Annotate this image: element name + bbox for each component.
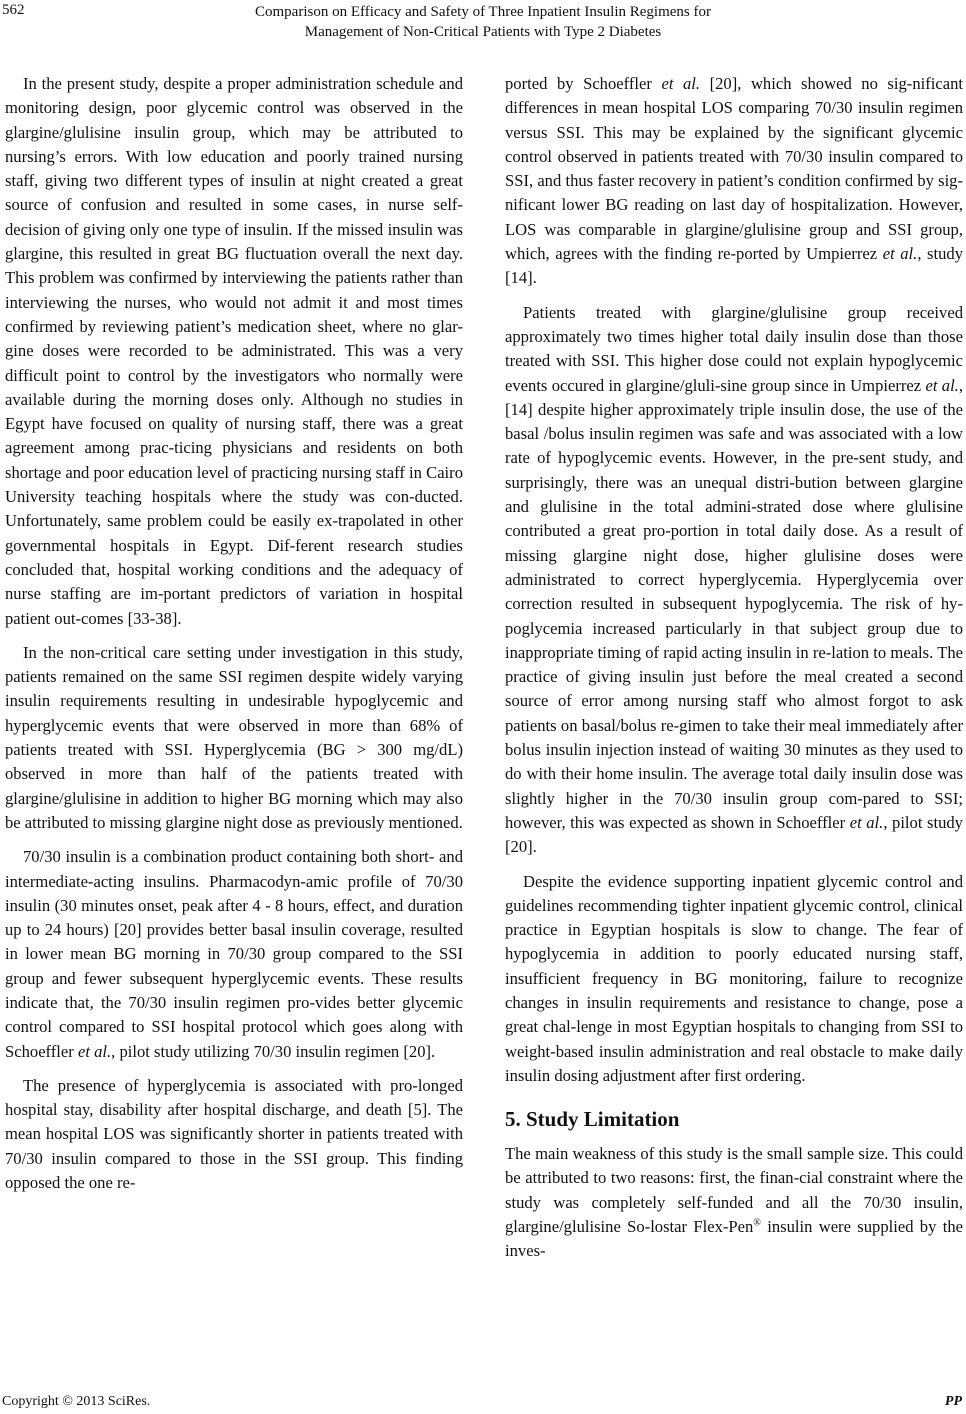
journal-abbreviation: PP bbox=[944, 1394, 962, 1409]
page-header bbox=[0, 2, 966, 44]
page-number: 562 bbox=[2, 2, 25, 18]
paragraph: In the present study, despite a proper administration schedule and monitoring design, poor glycemic control was observed in the glargine/glulisine insulin group, which may be attributed to nursing’s errors. With low education and poorly trained nursing staff, giving two different types of insulin at night created a great source of confusion and resulted in some cases, in nurse self-decision of giving only one type of insulin. If the missed insulin was glargine, this resulted in great BG fluctuation overall the next day. This problem was confirmed by interviewing the patients rather than interviewing the nurses, who would not admit it and most times confirmed by reviewing patient’s medication sheet, where no glar-gine doses were recorded to be administrated. This was a very difficult point to control by the investigators who normally were available during the morning doses only. Although no studies in Egypt have focused on quality of nursing staff, there was a great agreement among prac-ticing physicians and residents on both shortage and poor education level of practicing nursing staff in Cairo University teaching hospitals where the study was con-ducted. Unfortunately, same problem could be easily ex-trapolated in other governmental hospitals in Egypt. Dif-ferent research studies concluded that, hospital working conditions and the adequacy of nurse staffing are im-portant predictors of variation in hospital patient out-comes [33-38]. bbox=[5, 74, 463, 628]
left-column bbox=[5, 72, 463, 1205]
paragraph: Patients treated with glargine/glulisine group received approximately two times higher total daily insulin dose than those treated with SSI. This higher dose could not explain hypoglycemic events occured in glargine/gluli-sine group since in Umpierrez et al., [14] despite higher approximately triple insulin dose, the use of the basal /bolus insulin regimen was safe and was associated with a low rate of hypoglycemic events. However, in the pre-sent study, and surprisingly, there was an unequal distri-bution between glargine and glulisine in the total admini-strated dose where glulisine contributed a great pro-portion in total daily dose. As a result of missing glargine night dose, higher glulisine doses were administrated to correct hyperglycemia. Hyperglycemia over correction resulted in subsequent hypoglycemia. The risk of hy-poglycemia increased particularly in that subject group due to inappropriate timing of rapid acting insulin in re-lation to meals. The practice of giving insulin just before the meal created a second source of error among nursing staff who almost forgot to ask patients on basal/bolus re-gimen to take their meal immediately after bolus insulin injection instead of waiting 30 minutes as they used to do with their home insulin. The average total daily insulin dose was slightly higher in the 70/30 insulin group com-pared to SSI; however, this was expected as shown in Schoeffler et al., pilot study [20]. bbox=[505, 302, 963, 857]
section-heading: 5. Study Limitation bbox=[505, 1107, 680, 1132]
running-title bbox=[0, 2, 966, 42]
running-title-line-1: Comparison on Efficacy and Safety of Three Inpatient Insulin Regimens for bbox=[255, 4, 711, 20]
paragraph: ported by Schoeffler et al. [20], which showed no sig-nificant differences in mean hospital LOS comparing 70/30 insulin regimen versus SSI. This may be explained by the significant glycemic control observed in patients treated with 70/30 insulin compared to SSI, and thus faster recovery in patient’s condition confirmed by sig-nificant lower BG reading on last day of hospitalization. However, LOS was comparable in glargine/glulisine group and SSI group, which, agrees with the finding re-ported by Umpierrez et al., study [14]. bbox=[505, 74, 964, 288]
running-title-line-2: Management of Non-Critical Patients with Type 2 Diabetes bbox=[304, 24, 662, 40]
right-column bbox=[505, 72, 963, 1274]
paragraph: 70/30 insulin is a combination product containing both short- and intermediate-acting insulins. Pharmacodyn-amic profile of 70/30 insulin (30 minutes onset, peak after 4 - 8 hours, effect, and duration up to 24 hours) [20] provides better basal insulin coverage, resulted in lower mean BG morning in 70/30 group compared to the SSI group and fewer subsequent hyperglycemic events. These results indicate that, the 70/30 insulin regimen pro-vides better glycemic control compared to SSI hospital protocol which goes along with Schoeffler et al., pilot study utilizing 70/30 insulin regimen [20]. bbox=[5, 847, 463, 1061]
copyright-notice: Copyright © 2013 SciRes. bbox=[2, 1394, 151, 1409]
paragraph: Despite the evidence supporting inpatient glycemic control and guidelines recommending tighter inpatient glycemic control, clinical practice in Egyptian hospitals is slow to change. The fear of hypoglycemia in addition to poorly educated nursing staff, insufficient frequency in BG monitoring, failure to recognize changes in insulin requirements and resistance to change, pose a great chal-lenge in most Egyptian hospitals to changing from SSI to weight-based insulin administration and real obstacle to make daily insulin dosing adjustment after first ordering. bbox=[505, 871, 963, 1085]
paragraph: The presence of hyperglycemia is associated with pro-longed hospital stay, disability after hospital discharge, and death [5]. The mean hospital LOS was significantly shorter in patients treated with 70/30 insulin compared to those in the SSI group. This finding opposed the one re- bbox=[5, 1075, 463, 1193]
paragraph: The main weakness of this study is the small sample size. This could be attributed to two reasons: first, the finan-cial constraint where the study was completely self-funded and all the 70/30 insulin, glargine/glulisine So-lostar Flex-Pen® insulin were supplied by the inves- bbox=[505, 1144, 963, 1261]
paragraph: In the non-critical care setting under investigation in this study, patients remained on the same SSI regimen despite widely varying insulin requirements resulting in undesirable hypoglycemic and hyperglycemic events that were observed in more than 68% of patients treated with SSI. Hyperglycemia (BG > 300 mg/dL) observed in more than half of the patients treated with glargine/glulisine in addition to higher BG morning which may also be attributed to missing glargine night dose as previously mentioned. bbox=[5, 642, 463, 832]
